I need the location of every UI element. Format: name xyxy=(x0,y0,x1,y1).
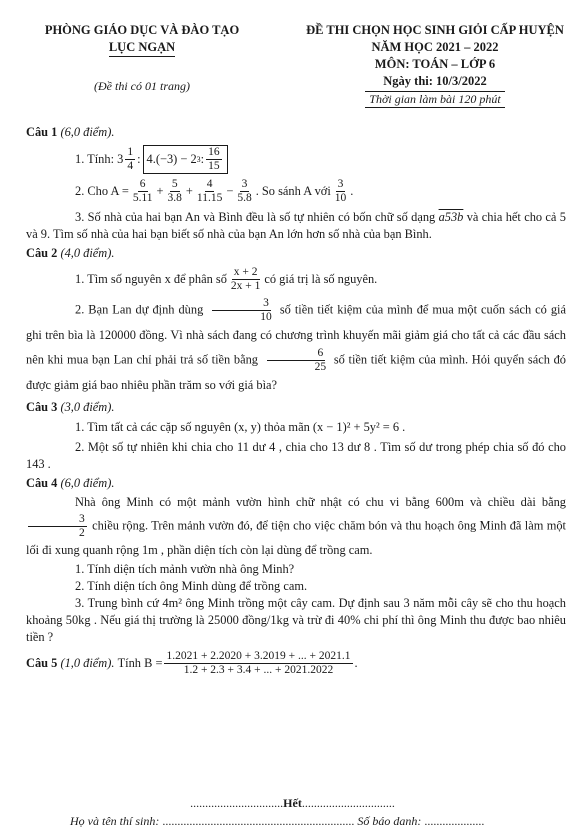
q1-i1-mid: 4.(−3) − 2 xyxy=(146,152,197,166)
q1-i1-exp: 3 xyxy=(196,155,201,164)
page-note: (Đề thi có 01 trang) xyxy=(94,79,190,93)
q2-i2-frac2: $\frac{6}{25}$ xyxy=(264,347,329,374)
q4-item-2: 2. Tính diện tích ông Minh dùng để trồng cam. xyxy=(75,579,308,593)
q4-points: (6,0 điểm). xyxy=(60,476,115,490)
q1-i1-whole: 3 xyxy=(117,152,124,166)
q5-points: (1,0 điểm). xyxy=(60,656,115,670)
q2-points: (4,0 điểm). xyxy=(60,246,115,260)
q1-i1-colon2: : xyxy=(200,152,205,166)
subject: MÔN: TOÁN – LỚP 6 xyxy=(374,57,496,71)
q1-i2-term4: $\frac{3}{5.8}$ xyxy=(237,178,252,204)
q1-i1-label: 1. Tính: xyxy=(75,152,115,166)
q1-title: Câu 1 xyxy=(26,125,58,139)
school-year: NĂM HỌC 2021 – 2022 xyxy=(371,40,499,54)
q1-item-1 xyxy=(75,145,566,174)
question-4-heading xyxy=(26,475,566,492)
q3-title: Câu 3 xyxy=(26,400,58,414)
question-2-heading xyxy=(26,245,566,262)
q1-i2-term3: $\frac{4}{11.15}$ xyxy=(196,178,223,204)
q1-i2-term1: $\frac{6}{5.11}$ xyxy=(132,178,153,204)
name-label: Họ và tên thí sinh: xyxy=(70,814,160,828)
q1-i3-pre: 3. Số nhà của hai bạn An và Bình đều là số tự nhiên có bốn chữ số dạng xyxy=(75,210,436,224)
q3-item-1: 1. Tìm tất cả các cặp số nguyên (x, y) thỏa mãn (x − 1)² + 5y² = 6 . xyxy=(75,420,406,434)
header-right xyxy=(290,22,580,108)
q2-item-2 xyxy=(26,297,566,397)
q1-i1-bracket xyxy=(143,145,228,174)
q2-i1-post: có giá trị là số nguyên. xyxy=(264,272,378,286)
q1-i2-pre: 2. Cho A = xyxy=(75,184,129,198)
q5-pre: Tính B = xyxy=(117,656,163,670)
q2-i2-frac1: $\frac{3}{10}$ xyxy=(209,297,274,324)
q1-i3-post: và chia hết cho cả 5 và 9. Tìm số nhà của hai bạn biết số nhà của bạn An lớn hơn số nhà của bạn Bình. xyxy=(26,210,566,241)
q5-title: Câu 5 xyxy=(26,656,58,670)
q2-i1-frac: $\frac{x + 2}{2x + 1}$ xyxy=(230,266,261,292)
q1-i2-post: . So sánh A với xyxy=(255,184,331,198)
sbd-dots: .................... xyxy=(424,814,485,828)
q4-intro-post: chiều rộng. Trên mảnh vườn đó, để tiện cho việc chăm bón và thu hoạch ông Minh đã làm một lối đi xung quanh rộng 1m , phần diện tích còn lại dùng để trồng cam. xyxy=(26,518,566,557)
q1-points: (6,0 điểm). xyxy=(60,125,115,139)
q4-intro xyxy=(26,492,566,561)
q2-i2-mid2: số tiền tiết kiệm của mình. Hỏi quyển sách đó được giảm giá bao nhiêu phần trăm so với giá bìa? xyxy=(26,352,566,392)
q4-title: Câu 4 xyxy=(26,476,58,490)
q4-intro-frac: $\frac{3}{2}$ xyxy=(28,513,87,540)
q4-intro-pre: Nhà ông Minh có một mảnh vườn hình chữ nhật có chu vi bằng 600m và chiều dài bằng xyxy=(75,495,566,509)
q1-i2-term2: $\frac{5}{3.8}$ xyxy=(167,178,182,204)
q1-i1-frac2: $\frac{16}{15}$ xyxy=(208,146,220,172)
exam-title: ĐỀ THI CHỌN HỌC SINH GIỎI CẤP HUYỆN xyxy=(306,23,564,37)
question-3-heading xyxy=(26,399,566,416)
q5-post: . xyxy=(354,656,358,670)
q4-item-3: 3. Trung bình cứ 4m² ông Minh trồng một cây cam. Dự định sau 3 năm mỗi cây sẽ cho thu hoạch khoảng 50kg . Nếu giá thị trường là 25000 đồng/1kg và trừ đi 40% chi phí thì ông Minh thu được bao nhiêu tiền ? xyxy=(26,596,566,644)
name-dots: ................................................................ xyxy=(162,814,355,828)
q2-i1-pre: 1. Tìm số nguyên x để phân số xyxy=(75,272,227,286)
q5-frac: $\frac{1.2021 + 2.2020 + 3.2019 + ... + 2021.1}{1.2 + 2.3 + 3.4 + ... + 2021.2022}$ xyxy=(166,650,351,676)
end-marker: ...............................Hết............................... xyxy=(190,796,395,810)
q4-item-1: 1. Tính diện tích mảnh vườn nhà ông Minh? xyxy=(75,562,295,576)
candidate-info xyxy=(70,814,484,829)
q2-title: Câu 2 xyxy=(26,246,58,260)
sbd-label: Số báo danh: xyxy=(357,814,422,828)
q2-i2-pre: 2. Bạn Lan dự định dùng xyxy=(75,302,204,317)
q3-points: (3,0 điểm). xyxy=(60,400,115,414)
q2-item-1 xyxy=(75,266,566,293)
duration: Thời gian làm bài 120 phút xyxy=(365,91,504,108)
q1-item-2: 2. Cho A = $\frac{6}{5.11}$ + $\frac{5}{3.8}$ + $\frac{4}{11.15}$ − $\frac{3}{5.8}$ . So sánh A với $\frac{3}{10}$ . xyxy=(75,178,354,204)
q3-item-2: 2. Một số tự nhiên khi chia cho 11 dư 4 , chia cho 13 dư 8 . Tìm số dư trong phép chia số đó cho 143 . xyxy=(26,440,566,471)
question-1-heading xyxy=(26,124,566,141)
q1-i3-number: a53b xyxy=(438,210,464,224)
exam-content xyxy=(26,122,566,677)
q1-item-3 xyxy=(26,209,566,243)
question-5 xyxy=(26,650,566,677)
q2-i2-mid1: số tiền tiết kiệm của mình để mua một cuốn sách có giá ghi trên bìa là 120000 đồng. Vì nhà sách đang có chương trình khuyến mãi giảm giá cho tất cả các đầu sách nên khi mua bạn Lan chỉ phải trả số tiền bằng xyxy=(26,302,566,367)
header-left xyxy=(22,22,262,94)
exam-date: Ngày thi: 10/3/2022 xyxy=(383,74,487,88)
end-label: Hết xyxy=(283,796,302,810)
q1-i1-colon1: : xyxy=(137,152,141,166)
dept-line2: LỤC NGẠN xyxy=(109,39,175,57)
dept-line1: PHÒNG GIÁO DỤC VÀ ĐÀO TẠO xyxy=(44,23,240,37)
q1-i1-frac: $\frac{1}{4}$ xyxy=(127,146,134,172)
q1-i2-compare: $\frac{3}{10}$ xyxy=(334,178,347,204)
